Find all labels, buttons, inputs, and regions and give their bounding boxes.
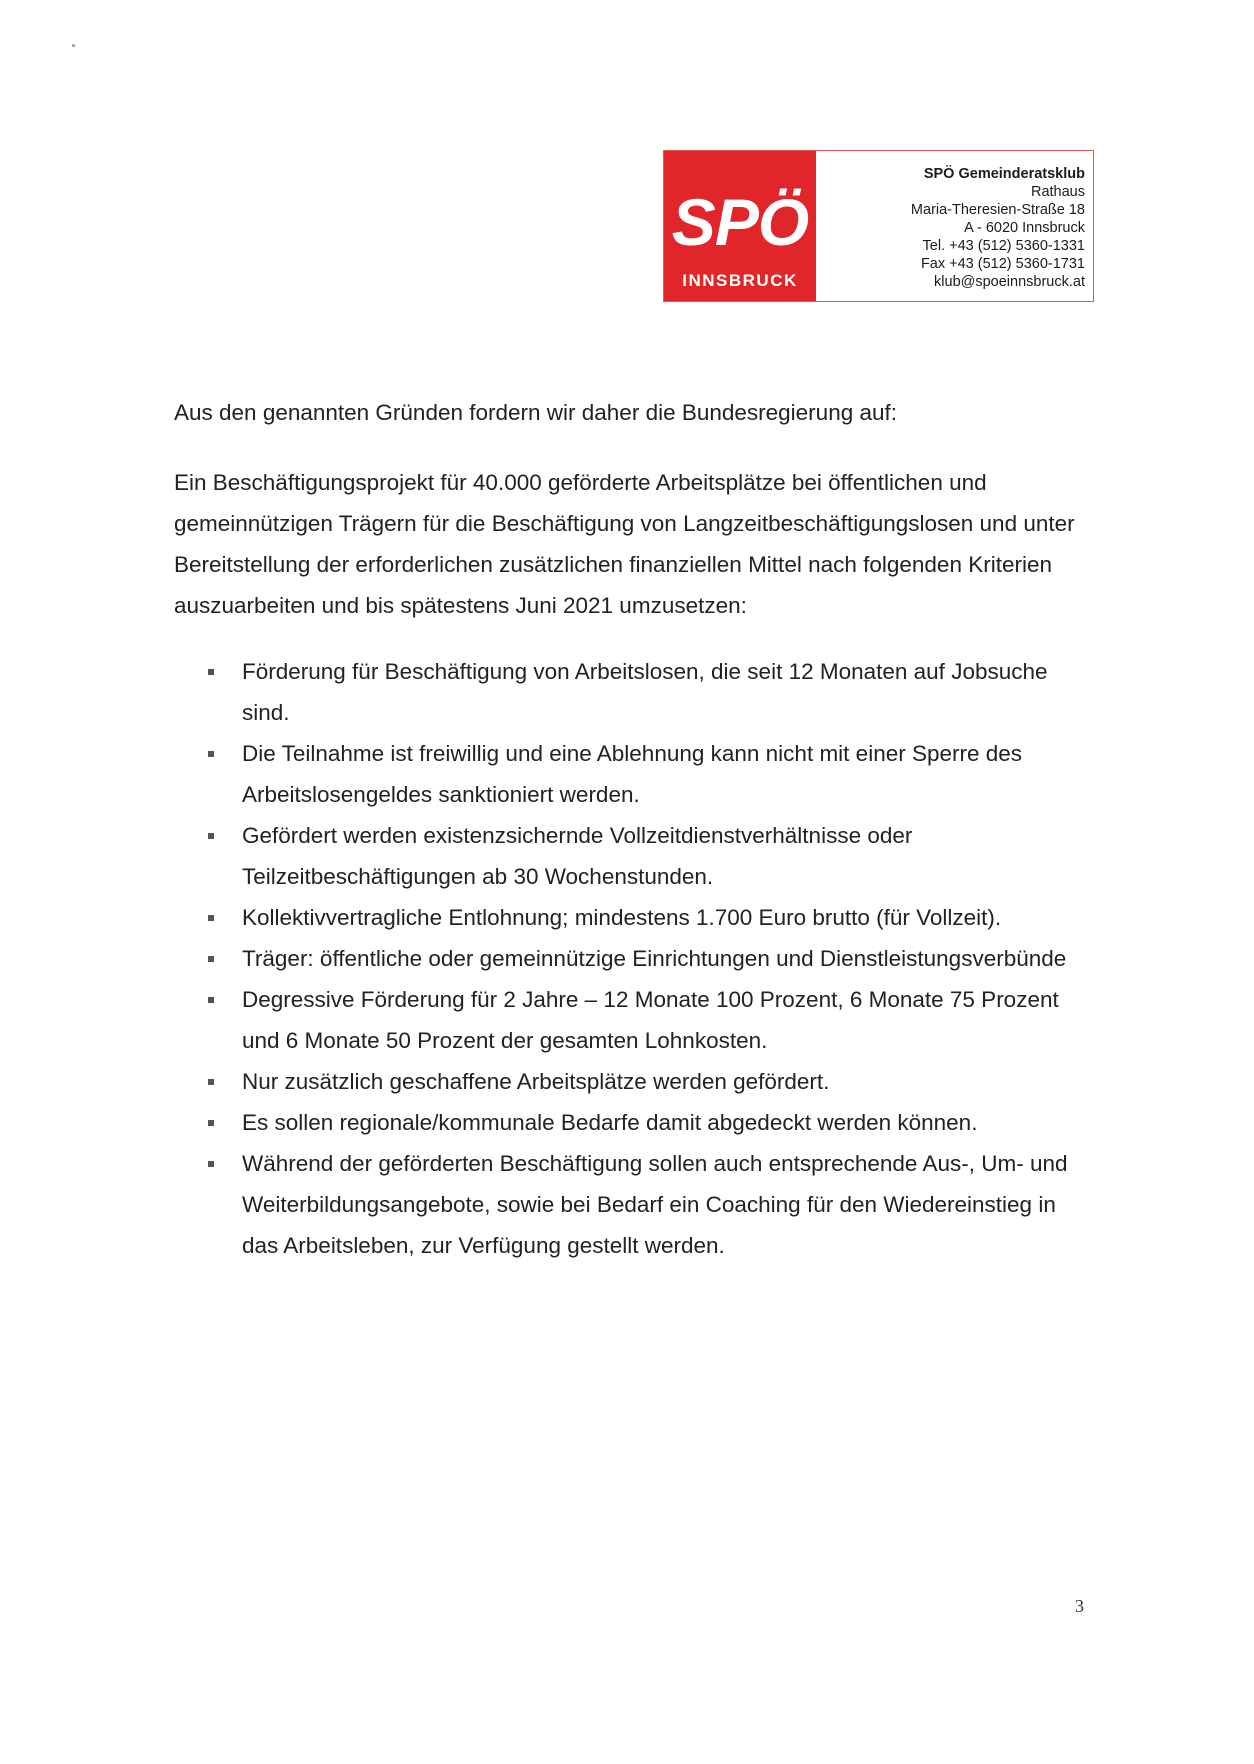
list-item bbox=[174, 938, 1084, 979]
logo-wordmark: SPÖ bbox=[671, 185, 809, 259]
list-item bbox=[174, 651, 1084, 733]
bullet-icon bbox=[208, 915, 214, 921]
criteria-list bbox=[174, 651, 1084, 1266]
list-item-text: Förderung für Beschäftigung von Arbeitslosen, die seit 12 Monaten auf Jobsuche sind. bbox=[242, 659, 1048, 725]
logo-city: INNSBRUCK bbox=[682, 271, 798, 290]
letterhead bbox=[663, 150, 1094, 302]
bullet-icon bbox=[208, 1120, 214, 1126]
contact-block bbox=[816, 151, 1093, 301]
list-item bbox=[174, 979, 1084, 1061]
page-number: 3 bbox=[1075, 1596, 1084, 1616]
bullet-icon bbox=[208, 1079, 214, 1085]
contact-fax: Fax +43 (512) 5360-1731 bbox=[920, 256, 1085, 272]
list-item-text: Es sollen regionale/kommunale Bedarfe damit abgedeckt werden können. bbox=[242, 1110, 978, 1135]
contact-email: klub@spoeinnsbruck.at bbox=[934, 274, 1085, 290]
contact-phone: Tel. +43 (512) 5360-1331 bbox=[922, 238, 1085, 254]
org-name: SPÖ Gemeinderatsklub bbox=[923, 166, 1085, 182]
list-item bbox=[174, 897, 1084, 938]
list-item bbox=[174, 1102, 1084, 1143]
list-item bbox=[174, 815, 1084, 897]
list-item bbox=[174, 733, 1084, 815]
list-item-text: Degressive Förderung für 2 Jahre – 12 Monate 100 Prozent, 6 Monate 75 Prozent und 6 Monate 50 Prozent der gesamten Lohnkosten. bbox=[242, 987, 1059, 1053]
list-item-text: Träger: öffentliche oder gemeinnützige Einrichtungen und Dienstleistungsverbünde bbox=[242, 946, 1067, 971]
list-item-text: Gefördert werden existenzsichernde Vollzeitdienstverhältnisse oder Teilzeitbeschäftigungen ab 30 Wochenstunden. bbox=[242, 823, 913, 889]
demand-paragraph: Ein Beschäftigungsprojekt für 40.000 geförderte Arbeitsplätze bei öffentlichen und gemeinnützigen Trägern für die Beschäftigung von Langzeitbeschäftigungslosen und unter Bereitstellung der erforderlichen zusätzlichen finanziellen Mittel nach folgenden Kriterien auszuarbeiten und bis spätestens Juni 2021 umzusetzen: bbox=[174, 470, 1075, 618]
list-item-text: Kollektivvertragliche Entlohnung; mindestens 1.700 Euro brutto (für Vollzeit). bbox=[242, 905, 1002, 930]
contact-line: Rathaus bbox=[1030, 184, 1085, 200]
list-item-text: Die Teilnahme ist freiwillig und eine Ablehnung kann nicht mit einer Sperre des Arbeitslosengeldes sanktioniert werden. bbox=[242, 741, 1023, 807]
spoe-logo bbox=[664, 151, 816, 301]
contact-line: A - 6020 Innsbruck bbox=[964, 220, 1085, 236]
bullet-icon bbox=[208, 956, 214, 962]
list-item-text: Während der geförderten Beschäftigung sollen auch entsprechende Aus-, Um- und Weiterbildungsangebote, sowie bei Bedarf ein Coaching für den Wiedereinstieg in das Arbeitsleben, zur Verfügung gestellt werden. bbox=[242, 1151, 1068, 1258]
list-item bbox=[174, 1143, 1084, 1266]
bullet-icon bbox=[208, 751, 214, 757]
list-item-text: Nur zusätzlich geschaffene Arbeitsplätze werden gefördert. bbox=[242, 1069, 830, 1094]
contact-line: Maria-Theresien-Straße 18 bbox=[910, 202, 1085, 218]
list-item bbox=[174, 1061, 1084, 1102]
bullet-icon bbox=[208, 997, 214, 1003]
bullet-icon bbox=[208, 833, 214, 839]
intro-line: Aus den genannten Gründen fordern wir daher die Bundesregierung auf: bbox=[174, 400, 897, 425]
bullet-icon bbox=[208, 1161, 214, 1167]
scan-speck bbox=[72, 44, 75, 47]
bullet-icon bbox=[208, 669, 214, 675]
